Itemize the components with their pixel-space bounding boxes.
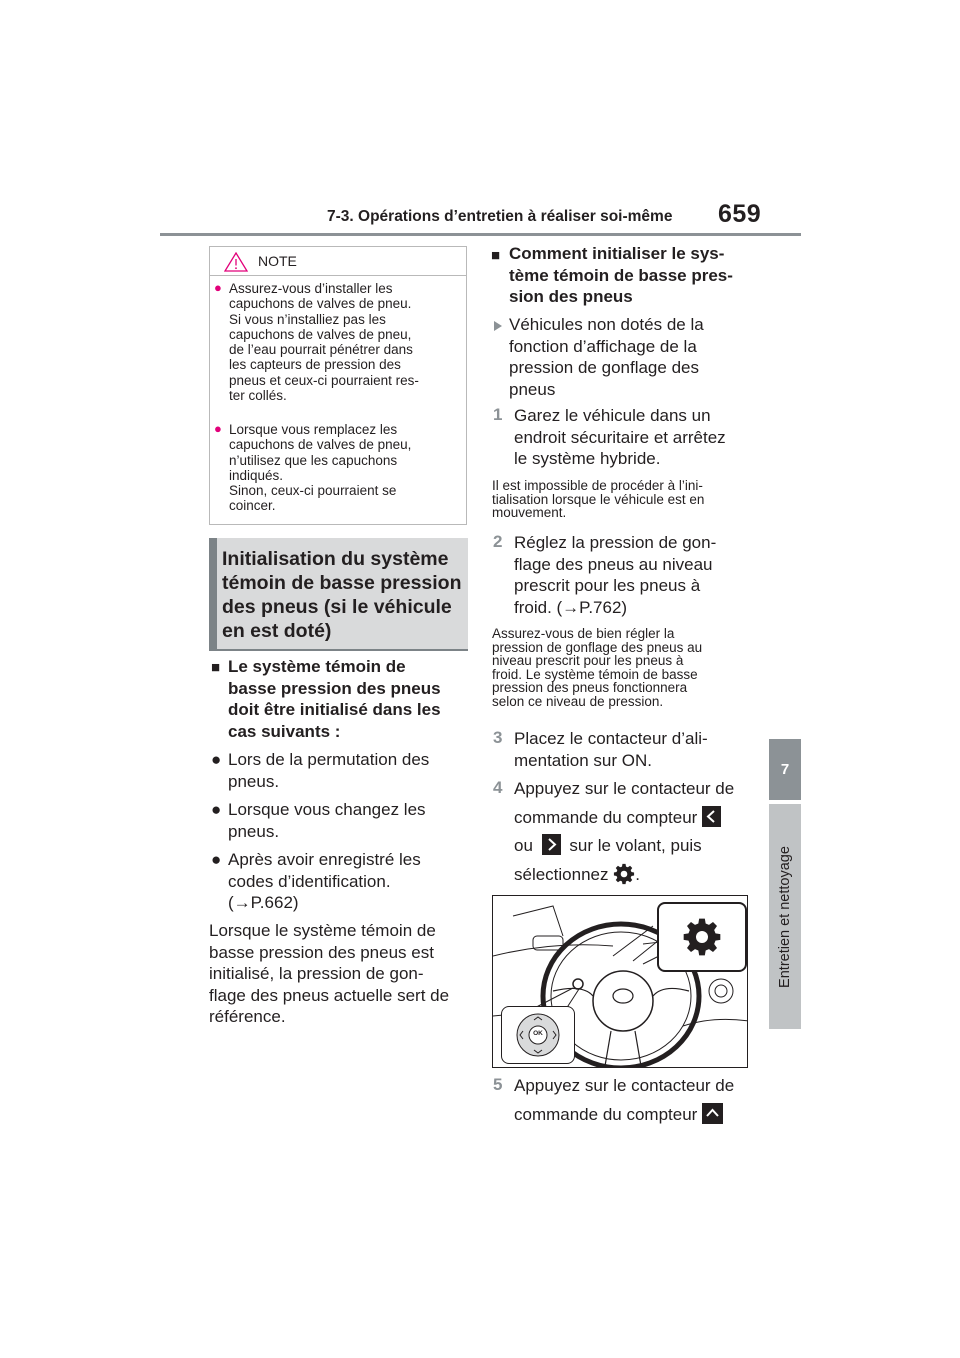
chapter-number: 7 bbox=[780, 761, 790, 778]
note-line: Assurez-vous d’installer les bbox=[229, 281, 393, 296]
chevron-right-icon bbox=[542, 834, 561, 855]
switch-callout bbox=[501, 1006, 575, 1064]
left-paragraph: Lorsque le système témoin de basse pression des pneus est initialisé, la pression de gon- flage des pneus actuelle sert de référence. bbox=[209, 921, 450, 1027]
chevron-left-icon bbox=[702, 806, 721, 827]
right-subheading: Véhicules non dotés de la fonction d’affichage de la pression de gonflage des pneus bbox=[509, 315, 704, 399]
display-callout bbox=[657, 902, 747, 972]
note-label: NOTE bbox=[258, 253, 297, 269]
note-line: de l’eau pourrait pénétrer dans bbox=[229, 342, 413, 358]
note-line: n’utilisez que les capuchons bbox=[229, 452, 398, 468]
chapter-title: Entretien et nettoyage bbox=[777, 845, 794, 988]
bullet-dot-icon: ● bbox=[211, 800, 222, 819]
left-bullet-1: Lors de la permutation des pneus. bbox=[228, 750, 430, 791]
step-number: 5 bbox=[493, 1075, 503, 1094]
note-line: pneus et ceux-ci pourraient res- bbox=[229, 372, 419, 388]
note-bullet-1: ● bbox=[214, 280, 222, 295]
chevron-up-icon bbox=[702, 1103, 723, 1124]
step-5: Appuyez sur le contacteur de commande du compteur bbox=[514, 1076, 735, 1124]
step-number: 4 bbox=[493, 778, 503, 797]
step-4: Appuyez sur le contacteur de commande du compteur ou sur le volant, puis sélectionnez . bbox=[514, 779, 735, 884]
section-heading-rule bbox=[209, 649, 468, 651]
note-line: capuchons de valves de pneu, bbox=[229, 326, 412, 342]
note-line: Si vous n’installiez pas les bbox=[229, 311, 386, 327]
note-line: Sinon, ceux-ci pourraient se bbox=[229, 483, 397, 499]
left-bullet-3: Après avoir enregistré les codes d’identification. (→P.662) bbox=[228, 849, 468, 914]
note-line: Lorsque vous remplacez les bbox=[229, 422, 398, 437]
square-bullet-icon: ■ bbox=[211, 659, 221, 676]
gear-icon bbox=[682, 917, 722, 957]
chapter-number-tab bbox=[769, 739, 801, 800]
step-1-note: Il est impossible de procéder à l’ini- tialisation lorsque le véhicule est en mouvement. bbox=[492, 478, 705, 520]
section-heading-bar bbox=[209, 538, 217, 650]
header-rule bbox=[160, 233, 801, 236]
note-line: ter collés. bbox=[229, 388, 287, 404]
ok-button-label: OK bbox=[533, 1030, 543, 1037]
step-number: 3 bbox=[493, 728, 503, 747]
steering-wheel-illustration bbox=[492, 895, 748, 1068]
step-1: Garez le véhicule dans un endroit sécuritaire et arrêtez le système hybride. bbox=[514, 406, 726, 469]
left-bullet-2: Lorsque vous changez les pneus. bbox=[228, 800, 426, 841]
section-heading: Initialisation du système témoin de basse pression des pneus (si le véhicule en est doté) bbox=[222, 548, 462, 642]
warning-icon bbox=[224, 252, 248, 272]
bullet-dot-icon: ● bbox=[211, 750, 222, 769]
step-number: 1 bbox=[493, 405, 503, 424]
note-line: coincer. bbox=[229, 498, 276, 514]
step-2: Réglez la pression de gon- flage des pneus au niveau prescrit pour les pneus à froid. (→P.762) bbox=[514, 533, 717, 617]
note-line: les capteurs de pression des bbox=[229, 357, 401, 373]
chapter-title-container bbox=[769, 804, 801, 1029]
page-number: 659 bbox=[718, 200, 762, 228]
note-bullet-2: ● bbox=[214, 421, 222, 436]
page-reference-link[interactable]: (→P.662) bbox=[228, 893, 299, 913]
note-item-1 bbox=[229, 281, 461, 403]
right-heading: Comment initialiser le sys- tème témoin de basse pres- sion des pneus bbox=[509, 244, 733, 307]
section-title: 7-3. Opérations d’entretien à réaliser soi-même bbox=[327, 208, 673, 225]
step-number: 2 bbox=[493, 532, 503, 551]
square-bullet-icon: ■ bbox=[491, 247, 501, 264]
note-item-2 bbox=[229, 422, 461, 514]
note-line: indiqués. bbox=[229, 467, 284, 483]
left-heading: Le système témoin de basse pression des pneus doit être initialisé dans les cas suivants : bbox=[228, 657, 441, 741]
triangle-bullet-icon bbox=[493, 320, 503, 332]
step-3: Placez le contacteur d’ali- mentation sur ON. bbox=[514, 729, 708, 770]
step-2-note: Assurez-vous de bien régler la pression de gonflage des pneus au niveau prescrit pour les pneus à froid. Le système témoin de basse pression des pneus fonctionnera selon ce niveau de pression. bbox=[492, 626, 703, 709]
note-line: capuchons de valves de pneu, bbox=[229, 437, 412, 453]
gear-icon bbox=[613, 863, 635, 885]
bullet-dot-icon: ● bbox=[211, 850, 222, 869]
note-line: capuchons de valves de pneu. bbox=[229, 296, 412, 312]
